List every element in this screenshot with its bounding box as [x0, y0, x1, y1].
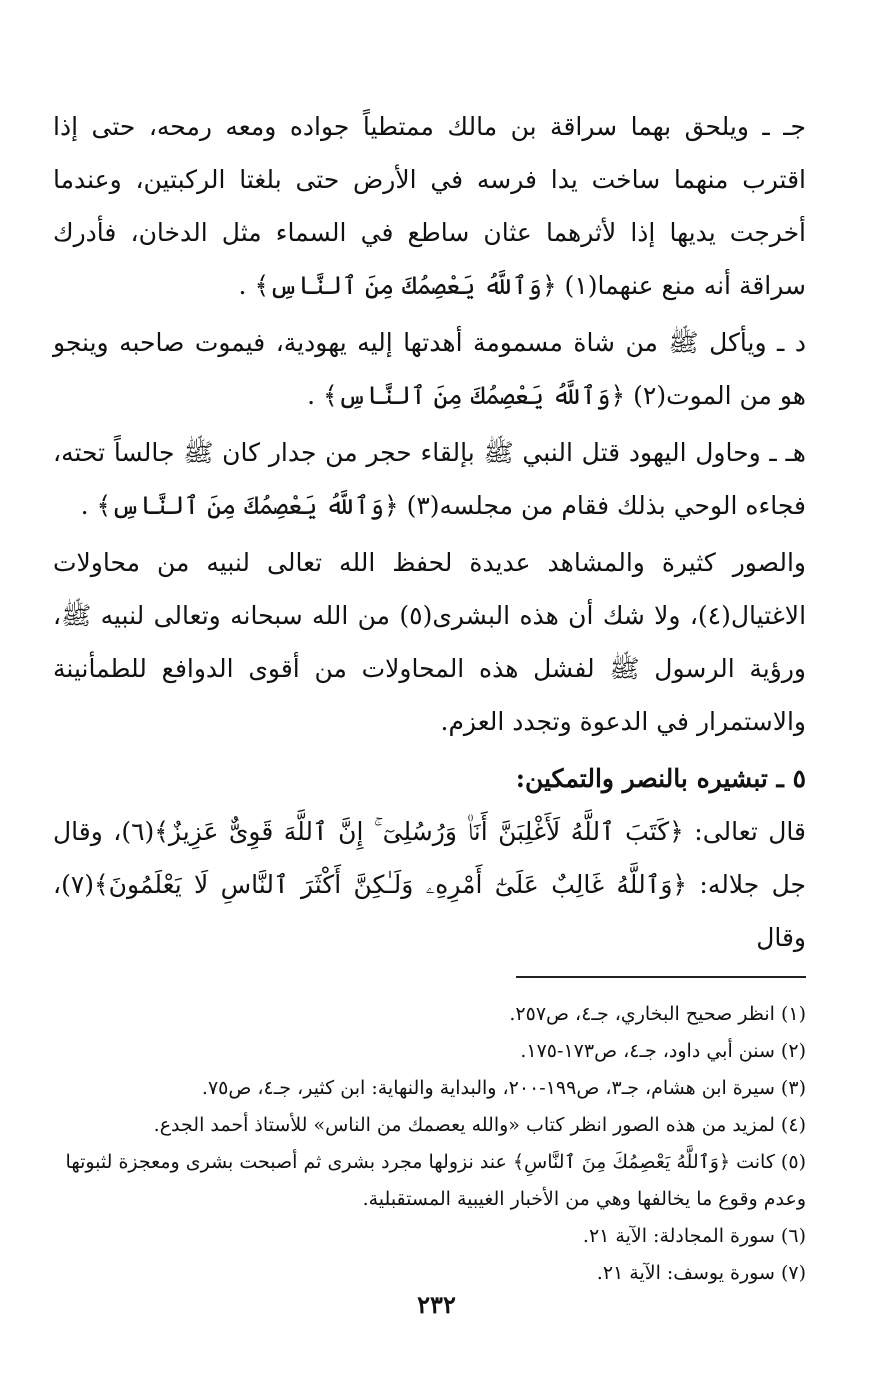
- footnote-4: (٤) لمزيد من هذه الصور انظر كتاب «والله يعصمك من الناس» للأستاذ أحمد الجدع.: [153, 1114, 806, 1136]
- footnote-divider: [516, 976, 806, 978]
- footnotes: [53, 996, 806, 1292]
- footnote-divider-wrap: [53, 976, 806, 978]
- footnote-7: (٧) سورة يوسف: الآية ٢١.: [596, 1262, 806, 1284]
- paragraph-poisoned-sheep: د ـ ويأكل ﷺ من شاة مسمومة أهدتها إليه يهودية، فيموت صاحبه وينجو هو من الموت(٢) ﴿وَٱللَّهُ يَعْصِمُكَ مِنَ ٱلنَّاسِ﴾ .: [53, 328, 806, 410]
- section-heading: ٥ ـ تبشيره بالنصر والتمكين:: [515, 764, 806, 793]
- page-number: ٢٣٢: [417, 1290, 456, 1319]
- paragraph-stone-attempt: هـ ـ وحاول اليهود قتل النبي ﷺ بإلقاء حجر من جدار كان ﷺ جالساً تحته، فجاءه الوحي بذلك فقام من مجلسه(٣) ﴿وَٱللَّهُ يَعْصِمُكَ مِنَ ٱلنَّاسِ﴾ .: [53, 438, 806, 520]
- footnote-6: (٦) سورة المجادلة: الآية ٢١.: [582, 1225, 806, 1247]
- footnote-3: (٣) سيرة ابن هشام، جـ٣، ص١٩٩-٢٠٠، والبداية والنهاية: ابن كثير، جـ٤، ص٧٥.: [201, 1077, 806, 1099]
- paragraph-summary: والصور كثيرة والمشاهد عديدة لحفظ الله تعالى لنبيه من محاولات الاغتيال(٤)، ولا شك أن هذه البشرى(٥) من الله سبحانه وتعالى لنبيه ﷺ، ورؤية الرسول ﷺ لفشل هذه المحاولات من أقوى الدوافع للطمأنينة والاستمرار في الدعوة وتجدد العزم.: [53, 548, 807, 736]
- footnote-5: (٥) كانت ﴿وَٱللَّهُ يَعْصِمُكَ مِنَ ٱلنَّاسِ﴾ عند نزولها مجرد بشرى ثم أصبحت بشرى ومعجزة لثبوتها وعدم وقوع ما يخالفها وهي من الأخبار الغيبية المستقبلية.: [65, 1151, 806, 1210]
- footnote-1: (١) انظر صحيح البخاري، جـ٤، ص٢٥٧.: [509, 1003, 806, 1025]
- paragraph-suraqa: جـ ـ ويلحق بهما سراقة بن مالك ممتطياً جواده ومعه رمحه، حتى إذا اقترب منهما ساخت يدا فرسه في الأرض حتى بلغتا الركبتين، وعندما أخرجت يديها إذا لأثرهما عثان ساطع في السماء مثل الدخان، فأدرك سراقة أنه منع عنهما(١) ﴿وَٱللَّهُ يَعْصِمُكَ مِنَ ٱلنَّاسِ﴾ .: [53, 112, 806, 300]
- paragraph-quran-quotes: قال تعالى: ﴿كَتَبَ ٱللَّهُ لَأَغْلِبَنَّ أَنَا۠ وَرُسُلِىٓ ۚ إِنَّ ٱللَّهَ قَوِىٌّ عَزِيزٌ﴾(٦)، وقال جل جلاله: ﴿وَٱللَّهُ غَالِبٌ عَلَىٰٓ أَمْرِهِۦ وَلَـٰكِنَّ أَكْثَرَ ٱلنَّاسِ لَا يَعْلَمُونَ﴾(٧)، وقال: [53, 817, 806, 952]
- footnote-2: (٢) سنن أبي داود، جـ٤، ص١٧٣-١٧٥.: [520, 1040, 806, 1062]
